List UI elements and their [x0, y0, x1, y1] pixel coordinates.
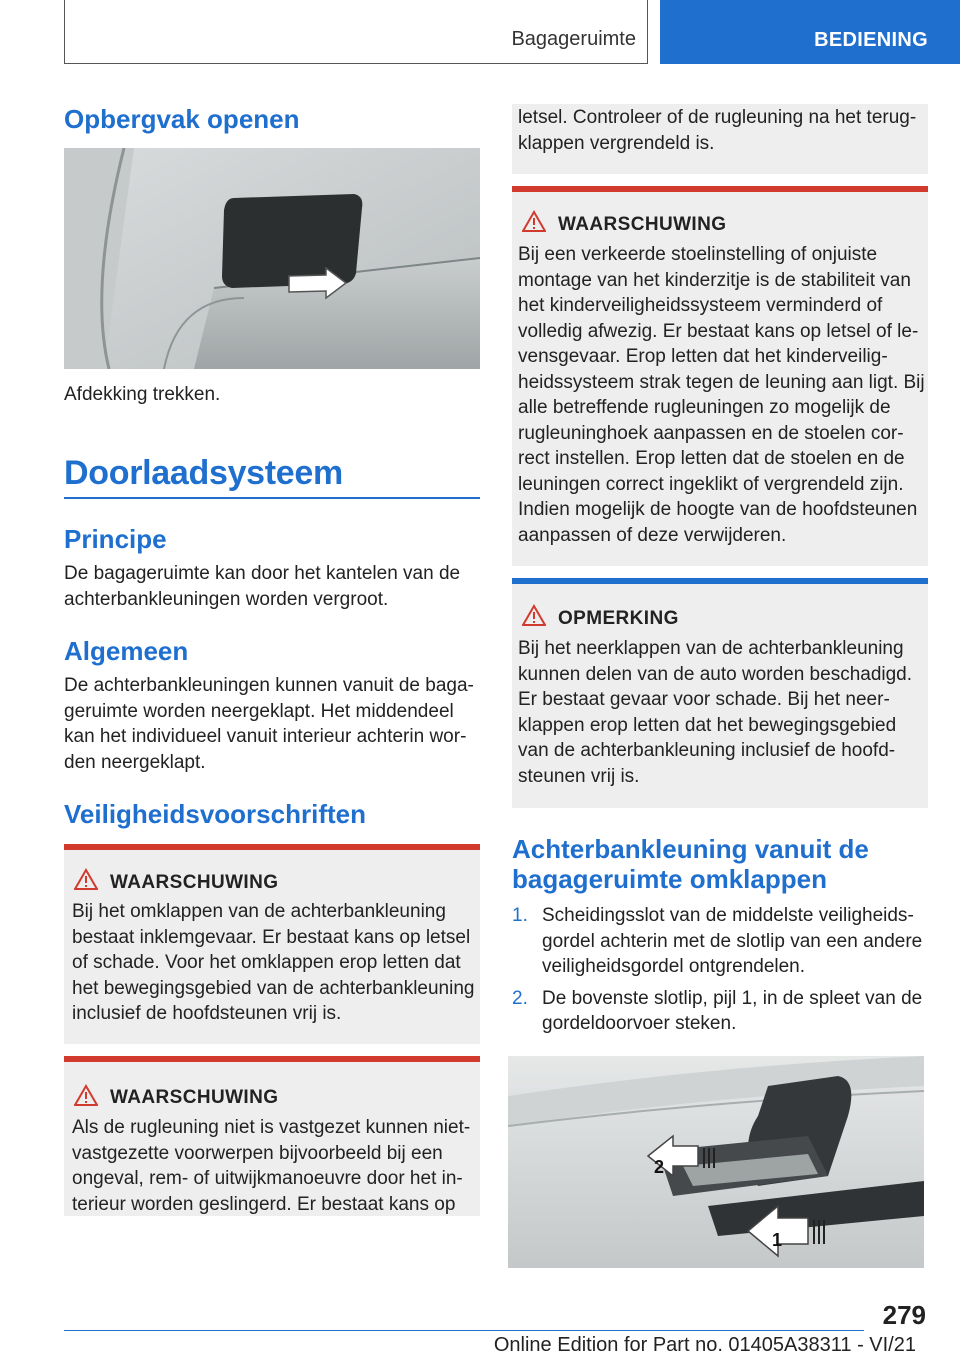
caption-opbergvak: Afdekking trekken. [64, 384, 221, 405]
heading-algemeen: Algemeen [64, 636, 189, 666]
step-text: Scheidingsslot van de middelste veiligheidsgordel achterin met de slotlip van een andere veiligheidsgordel ontgrendelen. [542, 905, 923, 977]
warning-bar [512, 186, 928, 192]
warning-title: WAARSCHUWING [110, 1087, 279, 1108]
figure-opbergvak [64, 148, 480, 369]
warning-triangle-icon [74, 868, 98, 895]
step-number: 2. [512, 987, 528, 1009]
note-title: OPMERKING [558, 608, 679, 629]
footer-edition: Online Edition for Part no. 01405A38311 - VI/21 [493, 1334, 916, 1356]
warning-box-1 [64, 844, 480, 1044]
step-number: 1. [512, 905, 528, 926]
list-item [512, 903, 928, 980]
heading-principe: Principe [64, 524, 167, 554]
note-bar [512, 578, 928, 584]
warning-text: Bij het omklappen van de achterbankleuning bestaat inklemgevaar. Er bestaat kans op letsel of schade. Voor het omklappen erop letten dat het bewegingsgebied van de achterbankleuning inclusief de hoofdsteunen vrij is. [72, 901, 475, 1024]
header-tab[interactable] [660, 0, 960, 64]
heading-rule [64, 497, 480, 499]
heading-veiligheid: Veiligheidsvoorschriften [64, 799, 366, 829]
step-text: De bovenste slotlip, pijl 1, in de spleet van de gordeldoorvoer steken. [542, 987, 923, 1034]
header-section-title: Bagageruimte [511, 28, 636, 50]
warning-text: letsel. Controleer of de rugleuning na het terugklappen vergrendeld is. [518, 107, 917, 154]
paragraph-principe: De bagageruimte kan door het kantelen van de achterbankleuningen worden vergroot. [64, 563, 461, 610]
header-tab-label: BEDIENING [814, 29, 928, 51]
heading-doorlaadsysteem: Doorlaadsysteem [64, 454, 343, 492]
warning-title: WAARSCHUWING [558, 214, 727, 235]
warning-box-3 [512, 186, 928, 566]
steps-list [512, 903, 928, 1043]
warning-bar [64, 844, 480, 850]
heading-opbergvak: Opbergvak openen [64, 104, 300, 134]
page-number: 279 [882, 1300, 926, 1330]
list-item [512, 986, 928, 1037]
warning-triangle-icon [522, 604, 546, 631]
warning-text: Als de rugleuning niet is vastgezet kunnen niet-vastgezette voorwerpen bijvoorbeeld bij een ongeval, rem- of uitwijkmanoeuvre door het interieur worden geslingerd. Er bestaat kans op [72, 1117, 471, 1215]
note-text: Bij het neerklappen van de achterbankleuning kunnen delen van de auto worden beschadigd. Er bestaat gevaar voor schade. Bij het neerklappen erop letten dat het bewegingsgebied van de achterbankleuning inclusief de hoofdsteunen vrij is. [518, 638, 913, 787]
heading-omklappen: Achterbankleuning vanuit de bagageruimte omklappen [512, 834, 869, 894]
figure-label-1: 1 [772, 1230, 783, 1250]
figure-label-2: 2 [654, 1157, 665, 1177]
figure-gordelslot [508, 1056, 924, 1268]
footer-rule [64, 1330, 864, 1331]
warning-bar [64, 1056, 480, 1062]
warning-title: WAARSCHUWING [110, 872, 279, 893]
note-box [512, 578, 928, 808]
warning-box-2 [64, 1056, 480, 1216]
warning-text: Bij een verkeerde stoelinstelling of onjuiste montage van het kinderzitje is de stabiliteit van het kinderveiligheidssysteem verminderd of volledig afwezig. Er bestaat kans op letsel of levensgevaar. Erop letten dat het kinderveiligheidssysteem strak tegen de leuning aan ligt. Bij alle betreffende rugleuningen zo mogelijk de rugleuninghoek aanpassen en de stoelen correct instellen. Erop letten dat de stoelen en de leuningen correct ingeklikt of vergrendeld zijn. Indien mogelijk de hoogte van de hoofdsteunen aanpassen of deze verwijderen. [518, 244, 925, 546]
warning-triangle-icon [74, 1084, 98, 1111]
warning-triangle-icon [522, 210, 546, 237]
paragraph-algemeen: De achterbankleuningen kunnen vanuit de bagageruimte worden neergeklapt. Het middendeel kan het individueel vanuit interieur achterin worden neergeklapt. [64, 675, 474, 773]
warning-continuation [512, 104, 928, 174]
